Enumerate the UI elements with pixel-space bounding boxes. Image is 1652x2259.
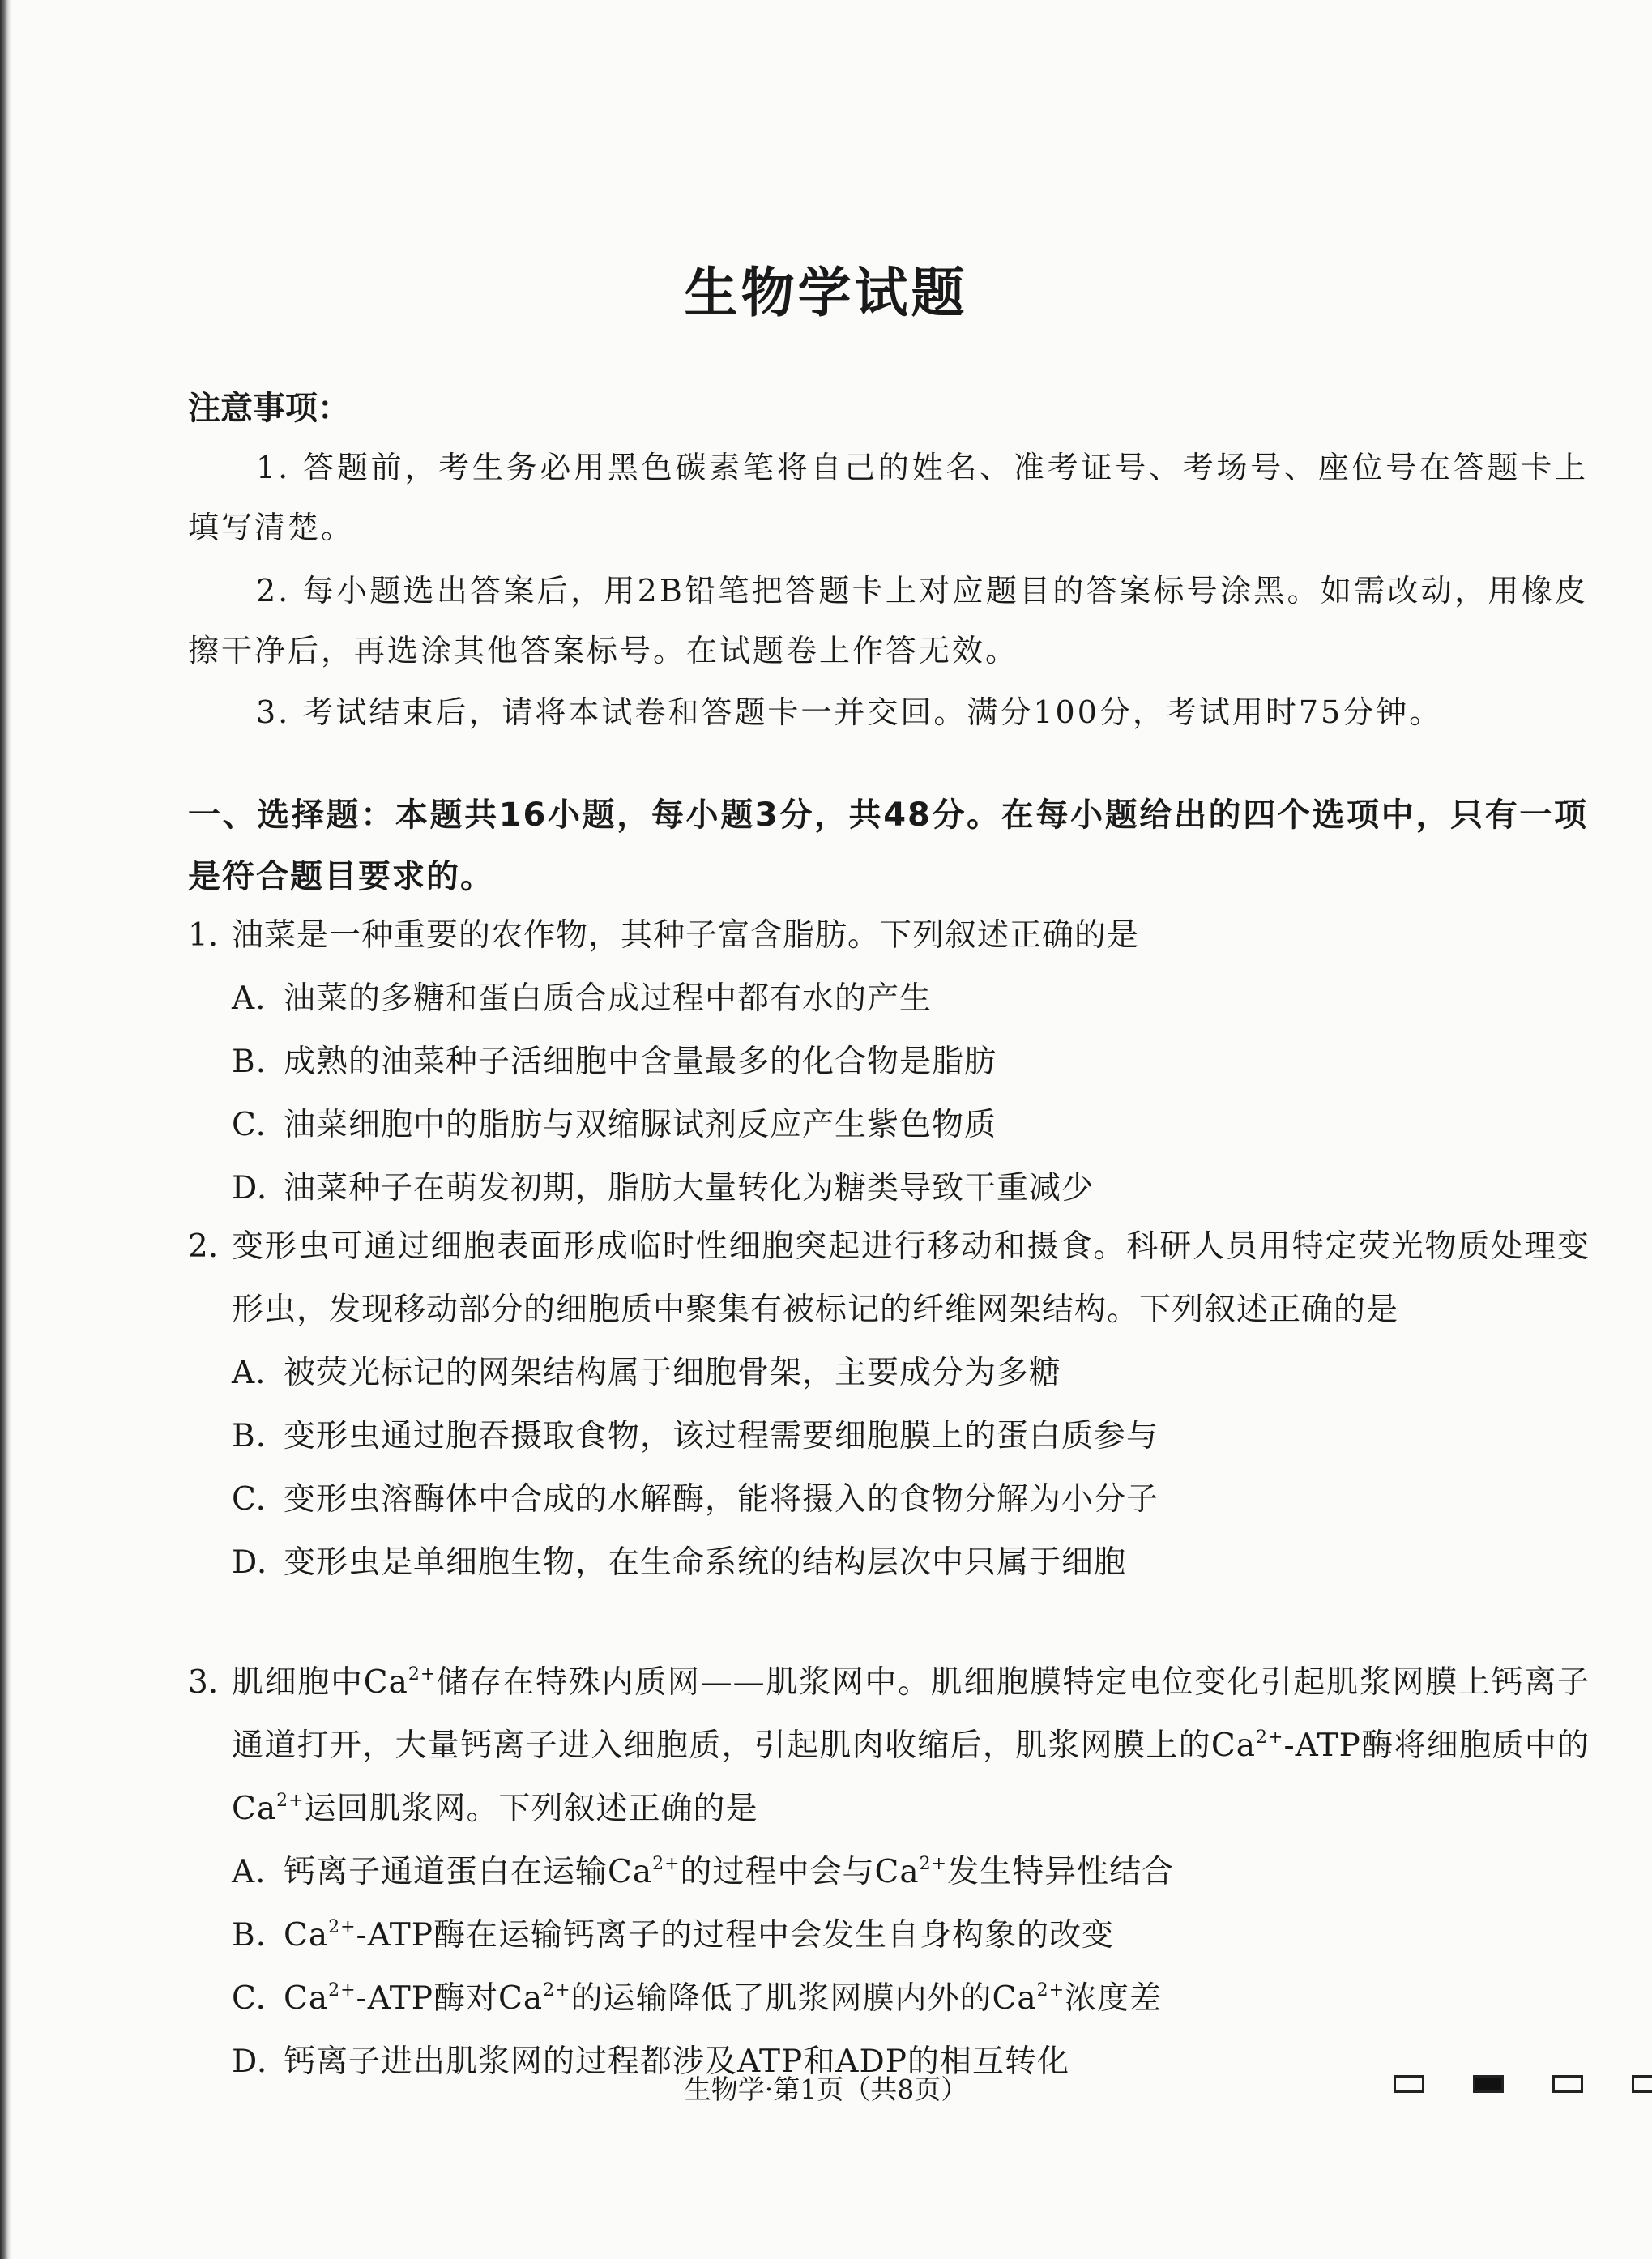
notice-item-2: 2. 每小题选出答案后，用2B铅笔把答题卡上对应题目的答案标号涂黑。如需改动，用橡皮擦干净后，再选涂其他答案标号。在试题卷上作答无效。 (188, 573, 1588, 668)
option-text (284, 1841, 1174, 1904)
option-c[interactable] (232, 1094, 1590, 1157)
option-letter: B. (232, 1044, 267, 1080)
option-letter: D. (232, 2043, 268, 2080)
option-list (188, 1841, 1590, 2094)
superscript: 2+ (408, 1664, 437, 1685)
notice-item-3: 3. 考试结束后，请将本试卷和答题卡一并交回。满分100分，考试用时75分钟。 (256, 694, 1443, 730)
option-text-part: 的过程中会与Ca (680, 1854, 920, 1890)
option-text: 变形虫通过胞吞摄取食物，该过程需要细胞膜上的蛋白质参与 (284, 1418, 1159, 1454)
option-letter: C. (232, 1107, 267, 1143)
superscript: 2+ (1256, 1727, 1284, 1748)
question-stem: 变形虫可通过细胞表面形成临时性细胞突起进行移动和摄食。科研人员用特定荧光物质处理变形虫，发现移动部分的细胞质中聚集有被标记的纤维网架结构。下列叙述正确的是 (232, 1228, 1590, 1328)
option-text: 油菜细胞中的脂肪与双缩脲试剂反应产生紫色物质 (284, 1107, 997, 1143)
question-1 (188, 904, 1590, 1220)
option-c[interactable] (232, 1468, 1590, 1531)
option-b[interactable] (232, 1904, 1590, 1967)
option-letter: C. (232, 1980, 267, 2017)
superscript: 2+ (543, 1980, 571, 2001)
option-letter: C. (232, 1481, 267, 1518)
superscript: 2+ (276, 1791, 305, 1811)
position-mark (1632, 2075, 1652, 2093)
option-letter: B. (232, 1917, 267, 1954)
question-stem (232, 1651, 1590, 1841)
page-title: 生物学试题 (684, 262, 968, 324)
option-list (188, 967, 1590, 1220)
option-a[interactable] (232, 1841, 1590, 1904)
option-text-part: Ca (284, 1917, 329, 1954)
option-text: 油菜的多糖和蛋白质合成过程中都有水的产生 (284, 980, 933, 1017)
question-number: 3. (188, 1664, 219, 1701)
option-text (284, 1904, 1114, 1967)
question-number: 2. (188, 1228, 219, 1265)
position-mark (1552, 2075, 1583, 2093)
option-text-part: 的运输降低了肌浆网膜内外的Ca (570, 1980, 1037, 2017)
option-text: 钙离子进出肌浆网的过程都涉及ATP和ADP的相互转化 (284, 2043, 1069, 2080)
question-3 (188, 1651, 1590, 2094)
position-mark-filled (1473, 2075, 1504, 2093)
option-text: 变形虫溶酶体中合成的水解酶，能将摄入的食物分解为小分子 (284, 1481, 1159, 1518)
option-d[interactable] (232, 1157, 1590, 1220)
option-text-part: 浓度差 (1065, 1980, 1163, 2017)
option-letter: D. (232, 1544, 268, 1581)
page-position-marks (1394, 2075, 1652, 2093)
option-letter: A. (232, 1355, 267, 1391)
option-text-part: Ca (284, 1980, 329, 2017)
option-b[interactable] (232, 1031, 1590, 1094)
question-stem: 油菜是一种重要的农作物，其种子富含脂肪。下列叙述正确的是 (232, 917, 1140, 954)
option-list (188, 1342, 1590, 1595)
option-text-part: -ATP酶对Ca (356, 1980, 544, 2017)
option-letter: B. (232, 1418, 267, 1454)
option-a[interactable] (232, 1342, 1590, 1405)
option-text: 变形虫是单细胞生物，在生命系统的结构层次中只属于细胞 (284, 1544, 1127, 1581)
option-text-part: 钙离子通道蛋白在运输Ca (284, 1854, 653, 1890)
option-text: 成熟的油菜种子活细胞中含量最多的化合物是脂肪 (284, 1044, 997, 1080)
section-heading: 一、选择题：本题共16小题，每小题3分，共48分。在每小题给出的四个选项中，只有一项是符合题目要求的。 (188, 796, 1588, 895)
superscript: 2+ (652, 1854, 681, 1874)
option-letter: A. (232, 1854, 267, 1890)
stem-text: -ATP酶将细胞质中的Ca (232, 1727, 1590, 1827)
position-mark (1394, 2075, 1424, 2093)
notice-heading: 注意事项： (188, 390, 350, 427)
superscript: 2+ (1036, 1980, 1065, 2001)
option-c[interactable] (232, 1967, 1590, 2031)
option-b[interactable] (232, 1405, 1590, 1468)
superscript: 2+ (919, 1854, 948, 1874)
notice-item-1: 1. 答题前，考生务必用黑色碳素笔将自己的姓名、准考证号、考场号、座位号在答题卡上填写清楚。 (188, 450, 1588, 545)
option-a[interactable] (232, 967, 1590, 1031)
option-text-part: -ATP酶在运输钙离子的过程中会发生自身构象的改变 (356, 1917, 1114, 1954)
superscript: 2+ (328, 1917, 356, 1937)
option-d[interactable] (232, 1531, 1590, 1595)
stem-text: 运回肌浆网。下列叙述正确的是 (304, 1791, 758, 1827)
option-letter: D. (232, 1170, 268, 1206)
option-text-part: 发生特异性结合 (947, 1854, 1175, 1890)
option-letter: A. (232, 980, 267, 1017)
stem-text: 肌细胞中Ca (232, 1664, 408, 1701)
page-footer: 生物学·第1页（共8页） (684, 2073, 968, 2105)
superscript: 2+ (328, 1980, 356, 2001)
stem-text: 储存在特殊内质网——肌浆网中。肌细胞膜特定电位变化引起肌浆网膜上钙离子通道打开，大量钙离子进入细胞质，引起肌肉收缩后，肌浆网膜上的Ca (232, 1664, 1590, 1764)
question-number: 1. (188, 917, 219, 954)
question-2 (188, 1215, 1590, 1595)
option-text: 油菜种子在萌发初期，脂肪大量转化为糖类导致干重减少 (284, 1170, 1095, 1206)
option-text: 被荧光标记的网架结构属于细胞骨架，主要成分为多糖 (284, 1355, 1062, 1391)
option-text (284, 1967, 1162, 2031)
